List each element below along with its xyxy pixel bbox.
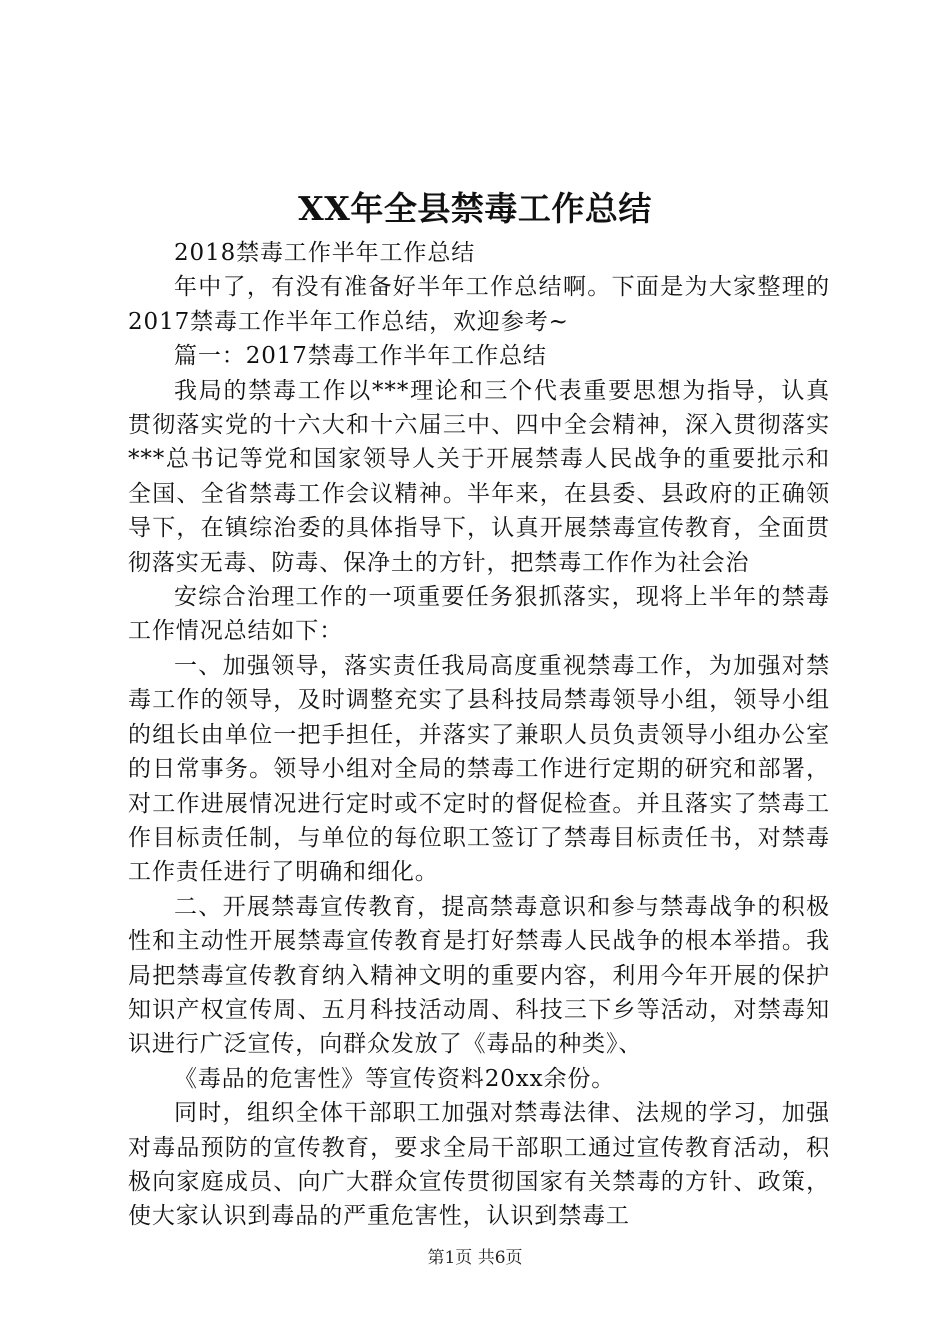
- page-number-footer: 第1页 共6页: [427, 1248, 523, 1268]
- document-title: XX年全县禁毒工作总结: [298, 189, 652, 228]
- paragraph: 同时，组织全体干部职工加强对禁毒法律、法规的学习，加强对毒品预防的宣传教育，要求全局干部职工通过宣传教育活动，积极向家庭成员、向广大群众宣传贯彻国家有关禁毒的方针、政策，使大家认识到毒品的严重危害性，认识到禁毒工: [128, 1100, 830, 1230]
- paragraph: 一、加强领导，落实责任我局高度重视禁毒工作，为加强对禁毒工作的领导，及时调整充实了县科技局禁毒领导小组，领导小组的组长由单位一把手担任，并落实了兼职人员负责领导小组办公室的日常事务。领导小组对全局的禁毒工作进行定期的研究和部署，对工作进展情况进行定时或不定时的督促检查。并且落实了禁毒工作目标责任制，与单位的每位职工签订了禁毒目标责任书，对禁毒工作责任进行了明确和细化。: [128, 652, 830, 886]
- paragraph: 《毒品的危害性》等宣传资料20xx余份。: [174, 1065, 616, 1092]
- paragraph: 我局的禁毒工作以***理论和三个代表重要思想为指导，认真贯彻落实党的十六大和十六届三中、四中全会精神，深入贯彻落实***总书记等党和国家领导人关于开展禁毒人民战争的重要批示和全国、全省禁毒工作会议精神。半年来，在县委、县政府的正确领导下，在镇综治委的具体指导下，认真开展禁毒宣传教育，全面贯彻落实无毒、防毒、保净土的方针，把禁毒工作作为社会治: [128, 377, 830, 576]
- paragraph-subtitle: 2018禁毒工作半年工作总结: [174, 240, 476, 266]
- paragraph: 安综合治理工作的一项重要任务狠抓落实，现将上半年的禁毒工作情况总结如下：: [128, 584, 830, 645]
- paragraph-intro: 年中了，有没有准备好半年工作总结啊。下面是为大家整理的2017禁毒工作半年工作总结，欢迎参考~: [128, 274, 830, 335]
- document-body: [128, 236, 830, 1234]
- paragraph-section-heading: 篇一：2017禁毒工作半年工作总结: [174, 343, 547, 370]
- paragraph: 二、开展禁毒宣传教育，提高禁毒意识和参与禁毒战争的积极性和主动性开展禁毒宣传教育是打好禁毒人民战争的根本举措。我局把禁毒宣传教育纳入精神文明的重要内容，利用今年开展的保护知识产权宣传周、五月科技活动周、科技三下乡等活动，对禁毒知识进行广泛宣传，向群众发放了《毒品的种类》、: [128, 893, 830, 1058]
